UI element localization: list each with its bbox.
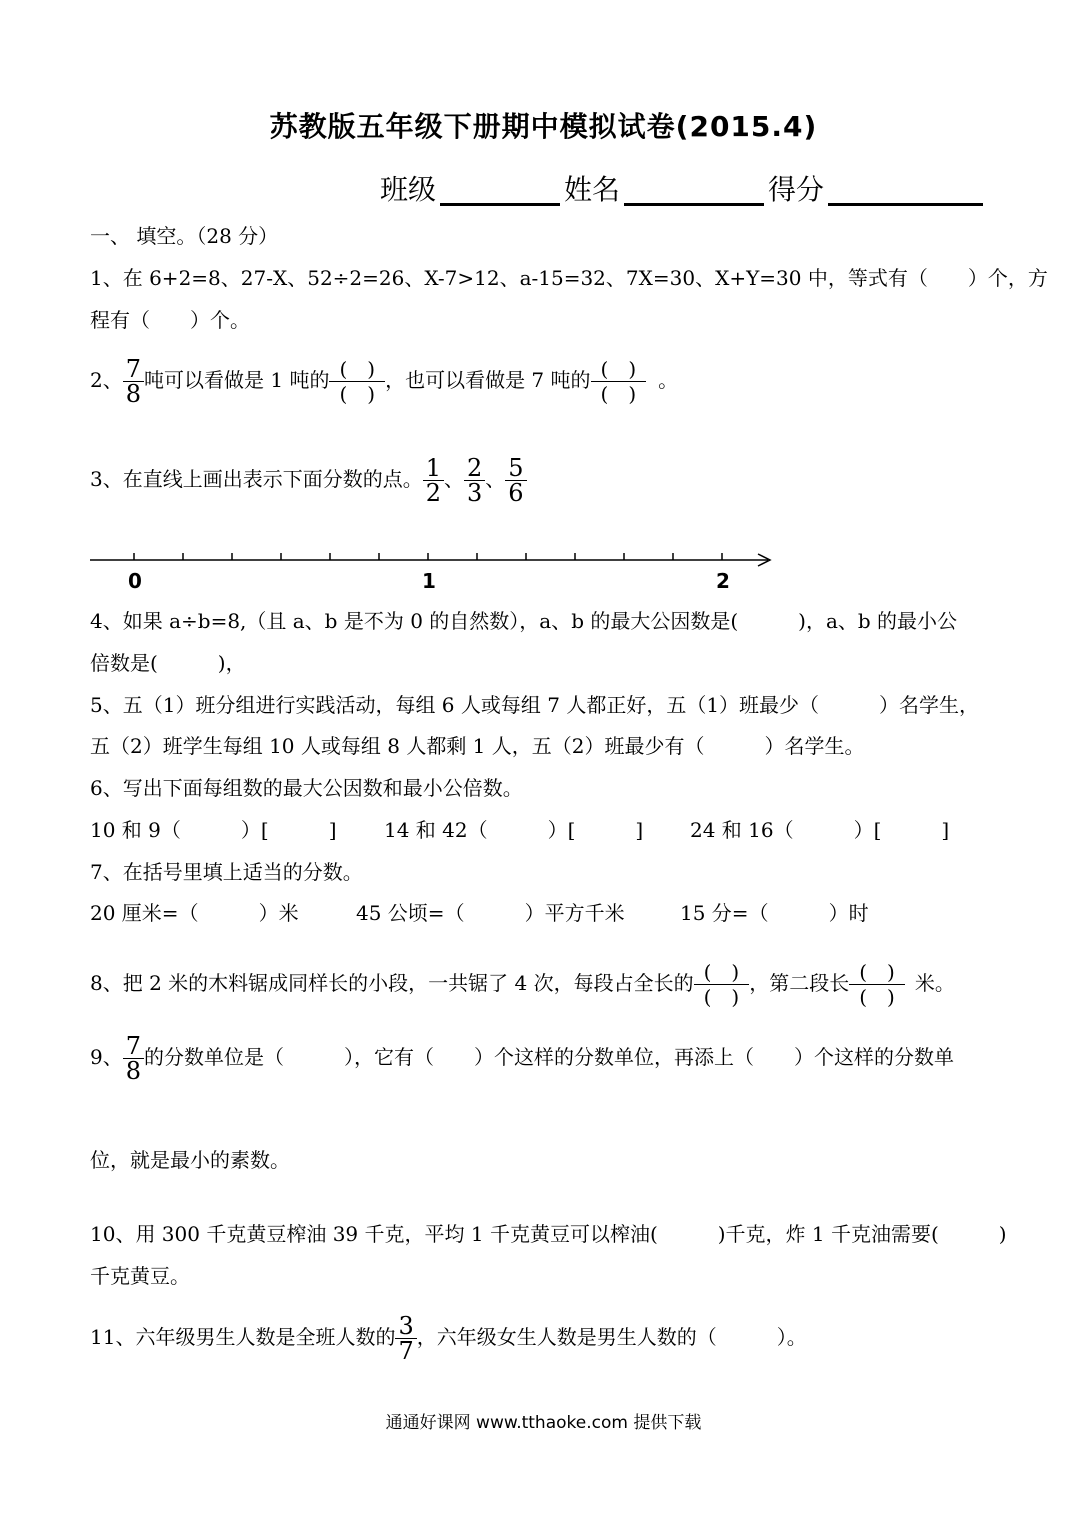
fraction-5-6: $\frac{5}{6}$: [505, 456, 526, 505]
answer-fraction-blank[interactable]: $\frac{( )}{( )}$: [329, 357, 385, 406]
fraction-3-7: $\frac{3}{7}$: [395, 1314, 416, 1363]
question-6: 6、写出下面每组数的最大公因数和最小公倍数。: [90, 776, 523, 800]
score-label: 得分: [768, 173, 825, 206]
question-1-line1: 1、在 6+2=8、27-X、52÷2=26、X-7>12、a-15=32、7X=30、X+Y=30 中，等式有（ ）个，方: [90, 266, 1048, 290]
answer-fraction-blank[interactable]: $\frac{( )}{( )}$: [694, 960, 750, 1009]
question-7-item: 45 公顷=（ ）平方千米: [356, 901, 625, 925]
class-label: 班级: [380, 173, 437, 206]
fraction-7-8: $\frac{7}{8}$: [123, 357, 144, 406]
score-blank[interactable]: [828, 173, 983, 206]
question-11: 11、六年级男生人数是全班人数的 $\frac{3}{7}$ ，六年级女生人数是男生人数的（ ）。: [90, 1312, 807, 1365]
fraction-2-3: $\frac{2}{3}$: [464, 456, 485, 505]
question-9-line2: 位，就是最小的素数。: [90, 1148, 290, 1172]
class-blank[interactable]: [440, 173, 560, 206]
question-7-item: 15 分=（ ）时: [680, 901, 869, 925]
question-3: 3、在直线上画出表示下面分数的点。 $\frac{1}{2}$ 、 $\frac{2}{3}$ 、 $\frac{5}{6}$: [90, 456, 527, 505]
question-10-line2: 千克黄豆。: [90, 1264, 190, 1288]
question-1-line2: 程有（ ）个。: [90, 308, 250, 332]
question-6-item: 14 和 42（ ）[ ]: [384, 818, 644, 842]
answer-fraction-blank[interactable]: $\frac{( )}{( )}$: [591, 357, 647, 406]
number-line[interactable]: [88, 548, 778, 596]
axis-label-2: 2: [716, 569, 730, 593]
question-5-line2: 五（2）班学生每组 10 人或每组 8 人都剩 1 人，五（2）班最少有（ ）名学生。: [90, 734, 865, 758]
section-heading: 一、 填空。（28 分）: [90, 224, 279, 248]
question-7: 7、在括号里填上适当的分数。: [90, 860, 363, 884]
student-info-line: [380, 168, 987, 208]
footer-credit: 通通好课网 www.tthaoke.com 提供下载: [385, 1413, 702, 1433]
answer-fraction-blank[interactable]: $\frac{( )}{( )}$: [849, 960, 905, 1009]
name-blank[interactable]: [624, 173, 764, 206]
question-4-line2: 倍数是( )，: [90, 651, 246, 675]
name-label: 姓名: [564, 173, 621, 206]
question-4-line1: 4、如果 a÷b=8,（且 a、b 是不为 0 的自然数），a、b 的最大公因数是( )，a、b 的最小公: [90, 609, 958, 633]
question-8: 8、把 2 米的木料锯成同样长的小段，一共锯了 4 次，每段占全长的 $\frac{( )}{( )}$ ，第二段长 $\frac{( )}{( )}$ 米。: [90, 960, 955, 1009]
fraction-7-8: $\frac{7}{8}$: [123, 1034, 144, 1083]
number-line-ticks: [134, 553, 722, 560]
question-9: 9、 $\frac{7}{8}$ 的分数单位是（ ），它有（ ）个这样的分数单位，再添上（ ）个这样的分数单: [90, 1032, 955, 1085]
question-7-item: 20 厘米=（ ）米: [90, 901, 299, 925]
question-5-line1: 5、五（1）班分组进行实践活动，每组 6 人或每组 7 人都正好，五（1）班最少（ ）名学生，: [90, 693, 980, 717]
axis-label-1: 1: [422, 569, 436, 593]
question-10-line1: 10、用 300 千克黄豆榨油 39 千克，平均 1 千克黄豆可以榨油( )千克，炸 1 千克油需要( ): [90, 1222, 1007, 1246]
question-2: 2、 $\frac{7}{8}$ 吨可以看做是 1 吨的 $\frac{( )}{( )}$ ，也可以看做是 7 吨的 $\frac{( )}{( )}$ 。: [90, 355, 679, 408]
axis-label-0: 0: [128, 569, 142, 593]
question-6-item: 10 和 9（ ）[ ]: [90, 818, 337, 842]
fraction-1-2: $\frac{1}{2}$: [423, 456, 444, 505]
page-title: 苏教版五年级下册期中模拟试卷(2015.4): [269, 110, 818, 143]
question-6-item: 24 和 16（ ）[ ]: [690, 818, 950, 842]
